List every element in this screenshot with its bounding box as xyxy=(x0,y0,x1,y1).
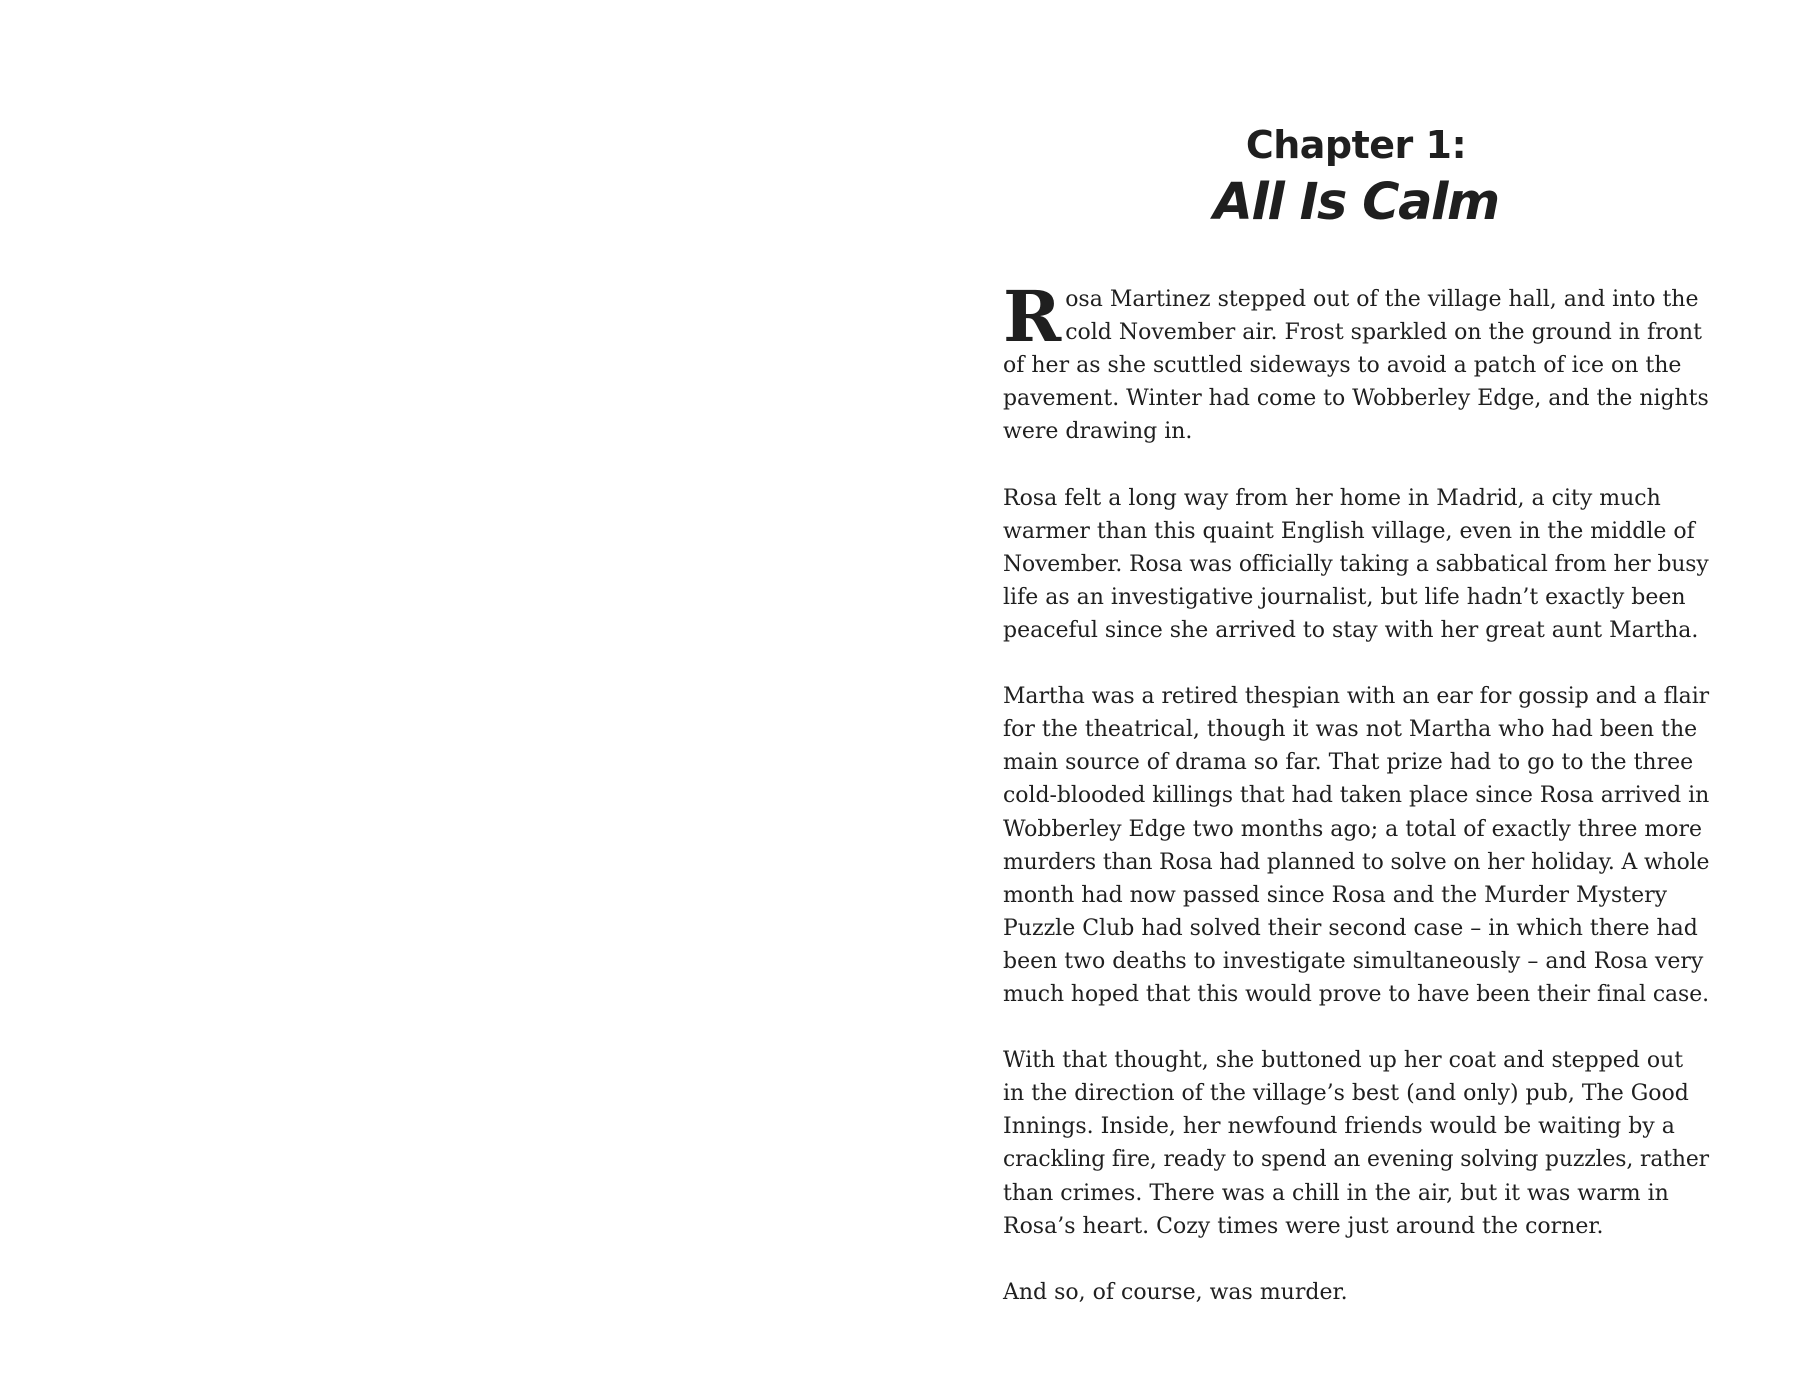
text-line: With that thought, she buttoned up her coat and stepped out xyxy=(1003,1048,1684,1074)
text-line: cold-blooded killings that had taken place since Rosa arrived in xyxy=(1003,783,1710,809)
chapter-heading xyxy=(1003,120,1709,236)
text-line: Martha was a retired thespian with an ear for gossip and a flair xyxy=(1003,684,1710,710)
text-line: And so, of course, was murder. xyxy=(1003,1279,1348,1305)
text-line: Rosa’s heart. Cozy times were just around the corner. xyxy=(1003,1213,1604,1239)
text-line: Innings. Inside, her newfound friends would be waiting by a xyxy=(1003,1114,1675,1140)
right-page xyxy=(1003,0,1709,1399)
text-line: crackling fire, ready to spend an evening solving puzzles, rather xyxy=(1003,1147,1709,1173)
drop-cap: R xyxy=(1003,275,1062,358)
text-line: of her as she scuttled sideways to avoid a patch of ice on the xyxy=(1003,353,1682,379)
paragraph-1 xyxy=(1003,275,1709,448)
paragraph-2 xyxy=(1003,482,1709,647)
text-line: pavement. Winter had come to Wobberley Edge, and the nights xyxy=(1003,386,1709,412)
chapter-number: Chapter 1: xyxy=(1245,123,1467,167)
text-line: Rosa felt a long way from her home in Madrid, a city much xyxy=(1003,485,1661,511)
paragraph-3 xyxy=(1003,680,1709,1011)
text-line: November. Rosa was officially taking a sabbatical from her busy xyxy=(1003,551,1709,577)
text-line: peaceful since she arrived to stay with her great aunt Martha. xyxy=(1003,617,1699,643)
text-line: were drawing in. xyxy=(1003,419,1193,445)
text-line: cold November air. Frost sparkled on the ground in front xyxy=(1065,320,1702,346)
text-line: been two deaths to investigate simultaneously – and Rosa very xyxy=(1003,948,1704,974)
text-line: osa Martinez stepped out of the village hall, and into the xyxy=(1065,287,1699,312)
paragraph-4 xyxy=(1003,1044,1709,1243)
text-line: for the theatrical, though it was not Martha who had been the xyxy=(1003,717,1698,743)
text-line: life as an investigative journalist, but life hadn’t exactly been xyxy=(1003,584,1686,610)
text-line: warmer than this quaint English village, even in the middle of xyxy=(1003,518,1695,544)
chapter-body xyxy=(1003,275,1710,1342)
text-line: than crimes. There was a chill in the air, but it was warm in xyxy=(1003,1180,1669,1206)
paragraph-5 xyxy=(1003,1276,1709,1309)
text-line: Puzzle Club had solved their second case – in which there had xyxy=(1003,915,1698,941)
text-line: month had now passed since Rosa and the Murder Mystery xyxy=(1003,882,1668,908)
left-page-blank xyxy=(0,0,905,1399)
text-line: main source of drama so far. That prize had to go to the three xyxy=(1003,750,1694,776)
text-line: Wobberley Edge two months ago; a total of exactly three more xyxy=(1003,816,1703,842)
text-line: murders than Rosa had planned to solve on her holiday. A whole xyxy=(1003,849,1710,875)
text-line: in the direction of the village’s best (and only) pub, The Good xyxy=(1003,1081,1689,1107)
chapter-title: All Is Calm xyxy=(1213,173,1499,232)
text-line: much hoped that this would prove to have been their final case. xyxy=(1003,981,1710,1007)
